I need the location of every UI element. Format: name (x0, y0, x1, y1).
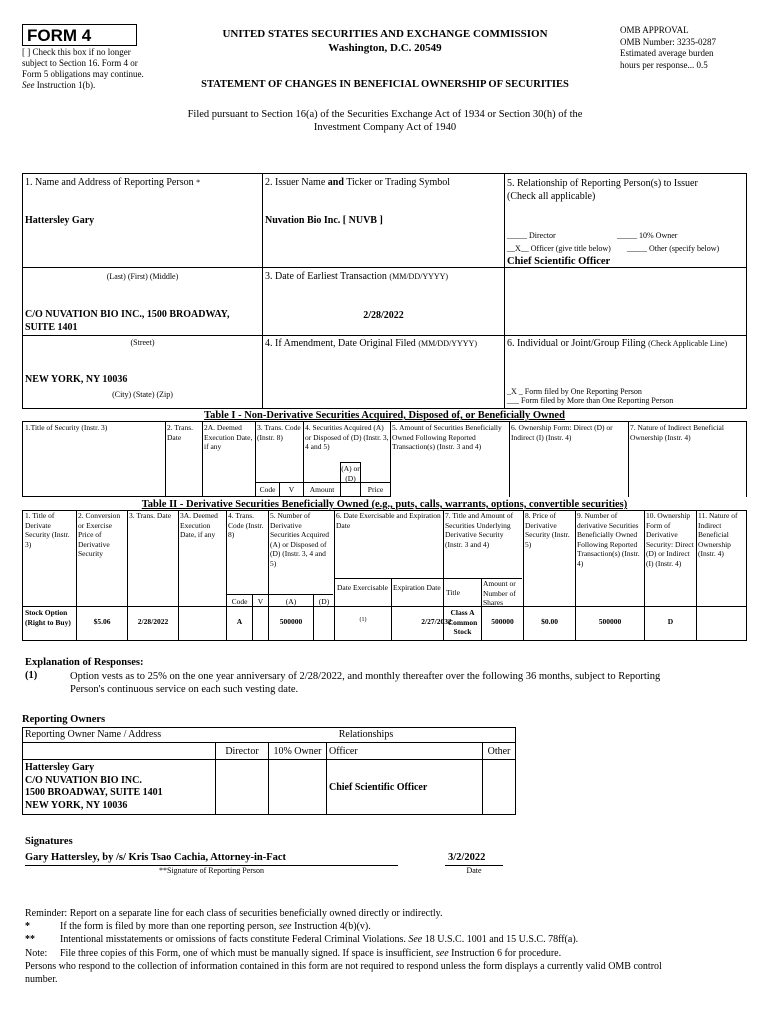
owner-col-director: Director (225, 746, 259, 757)
officer-checkbox[interactable]: __X__ Officer (give title below) (507, 244, 611, 253)
signatures-heading: Signatures (25, 836, 73, 847)
t2-col-price: 8. Price of Derivative Security (Instr. 5) (525, 511, 570, 549)
t1-col-acquired: 4. Securities Acquired (A) or Disposed of (D) (Instr. 3, 4 and 5) (305, 423, 389, 451)
owner-col-ten-percent: 10% Owner (273, 746, 322, 757)
t1-col-title: 1.Title of Security (Instr. 3) (25, 423, 108, 432)
table2-title: Table II - Derivative Securities Beneficially Owned (e.g., puts, calls, warrants, options, convertible securities) (141, 499, 628, 510)
t1-col-nature: 7. Nature of Indirect Beneficial Ownership (Instr. 4) (630, 423, 724, 442)
t1-col-form: 6. Ownership Form: Direct (D) or Indirect (I) (Instr. 4) (511, 423, 613, 442)
filed-by-one-checkbox[interactable]: _X _ Form filed by One Reporting Person (507, 387, 642, 396)
owner-col-name: Reporting Owner Name / Address (25, 729, 162, 740)
t1-sub-price: Price (367, 485, 384, 494)
footnote-number: (1) (25, 670, 38, 681)
t2-sub-title: Title (446, 588, 460, 597)
t2-sub-amount: Amount or Number of Shares (483, 579, 516, 607)
check-box-notice: [ ] Check this box if no longer subject to Section 16. Form 4 or Form 5 obligations may continue. See Instruction 1(b). (22, 47, 144, 90)
t2-col-title: 1. Title of Derivate Security (Instr. 3) (25, 511, 70, 549)
row-conversion-price: $5.06 (93, 617, 111, 626)
row-exercisable[interactable]: (1) (359, 617, 367, 623)
signature-date: 3/2/2022 (448, 852, 486, 863)
date-caption: Date (466, 866, 482, 875)
t2-sub-code: Code (231, 597, 248, 606)
t2-col-date: 3. Trans. Date (129, 511, 172, 520)
omb-approval: OMB APPROVAL OMB Number: 3235-0287 Estimated average burden hours per response... 0.5 (620, 25, 716, 70)
t1-col-code: 3. Trans. Code (Instr. 8) (257, 423, 301, 442)
box2-label: 2. Issuer Name and Ticker or Trading Symbol (265, 177, 451, 188)
t2-col-deemed: 3A. Deemed Execution Date, if any (180, 511, 218, 539)
t1-col-date: 2. Trans. Date (167, 423, 194, 442)
form-title: FORM 4 (22, 24, 137, 46)
row-underlying-amount: 500000 (491, 617, 514, 626)
row-trans-date: 2/28/2022 (137, 617, 169, 626)
issuer-name: Nuvation Bio Inc. [ NUVB ] (265, 215, 383, 226)
t2-col-derivative: 5. Number of Derivative Securities Acquired (A) or Disposed of (D) (Instr. 3, 4 and 5) (270, 511, 329, 568)
t2-col-underlying: 7. Title and Amount of Securities Underlying Derivative Security (Instr. 3 and 4) (445, 511, 514, 549)
owner-officer-title: Chief Scientific Officer (329, 782, 428, 793)
box3-label: 3. Date of Earliest Transaction (MM/DD/YYYY) (265, 271, 449, 282)
t1-sub-aord: (A) or (D) (341, 464, 360, 483)
earliest-transaction-date: 2/28/2022 (363, 310, 404, 321)
signature-caption: **Signature of Reporting Person (158, 866, 265, 875)
t2-sub-d: (D) (318, 597, 330, 606)
row-amount: 500000 (279, 617, 303, 626)
row-expiration: 2/27/2032 (421, 617, 452, 626)
box6-label: 6. Individual or Joint/Group Filing (Check Applicable Line) (507, 338, 728, 349)
reporting-person-name: Hattersley Gary (25, 215, 95, 226)
row-underlying-title: Class A Common Stock (447, 608, 478, 636)
row-owned: 500000 (598, 617, 622, 626)
box5-label: 5. Relationship of Reporting Person(s) to Issuer (Check all applicable) (507, 178, 698, 202)
t2-col-code: 4. Trans. Code (Instr. 8) (228, 511, 264, 539)
city-caption: (City) (State) (Zip) (112, 390, 173, 399)
t2-col-owned: 9. Number of derivative Securities Beneficially Owned Following Reported Transaction(s) (Instr. 4) (577, 511, 640, 568)
table1-title: Table I - Non-Derivative Securities Acquired, Disposed of, or Beneficially Owned (204, 410, 565, 421)
t2-sub-a: (A) (285, 597, 297, 606)
statement-title: STATEMENT OF CHANGES IN BENEFICIAL OWNERSHIP OF SECURITIES (201, 79, 569, 90)
street-address: C/O NUVATION BIO INC., 1500 BROADWAY, SUITE 1401 (25, 309, 230, 333)
t2-col-form: 10. Ownership Form of Derivative Security: Direct (D) or Indirect (I) (Instr. 4) (646, 511, 694, 568)
owner-col-officer: Officer (329, 746, 358, 757)
owner-col-relationships: Relationships (338, 729, 394, 740)
filed-pursuant: Filed pursuant to Section 16(a) of the Securities Exchange Act of 1934 or Section 30(h) of the Investment Company Act of 1940 (187, 109, 583, 133)
row-derivative-price: $0.00 (541, 617, 558, 626)
t1-col-deemed: 2A. Deemed Execution Date, if any (204, 423, 253, 451)
city-state-zip: NEW YORK, NY 10036 (25, 374, 128, 385)
row-ownership-form: D (667, 617, 674, 626)
owner-name-address: Hattersley Gary C/O NUVATION BIO INC. 1500 BROADWAY, SUITE 1401 NEW YORK, NY 10036 (25, 762, 163, 811)
t1-sub-amount: Amount (309, 485, 335, 494)
agency-name: UNITED STATES SECURITIES AND EXCHANGE COMMISSION Washington, D.C. 20549 (222, 28, 548, 54)
signer-name: Gary Hattersley, by /s/ Kris Tsao Cachia, Attorney-in-Fact (25, 852, 287, 863)
officer-title: Chief Scientific Officer (507, 256, 611, 267)
t2-sub-expiration: Expiration Date (393, 583, 441, 592)
reporting-owners-heading: Reporting Owners (22, 714, 106, 725)
box1-label: 1. Name and Address of Reporting Person * (25, 177, 201, 188)
t2-col-exercisable: 6. Date Exercisable and Expiration Date (336, 511, 441, 530)
explanation-heading: Explanation of Responses: (25, 657, 144, 668)
t1-sub-v: V (288, 485, 295, 494)
footnote-text: Option vests as to 25% on the one year anniversary of 2/28/2022, and monthly thereafter over the following 36 months, subject to Reporting Person's continuous service on each such vesting date. (70, 671, 661, 695)
director-checkbox[interactable]: _____ Director (507, 231, 556, 240)
filed-by-more-checkbox[interactable]: ___ Form filed by More than One Reporting Person (507, 396, 674, 405)
name-caption: (Last) (First) (Middle) (106, 272, 179, 281)
t2-col-conversion: 2. Conversion or Exercise Price of Derivative Security (78, 511, 121, 558)
row-code: A (236, 617, 243, 626)
owner-col-other: Other (487, 746, 511, 757)
ten-percent-owner-checkbox[interactable]: _____ 10% Owner (617, 231, 678, 240)
footer-notes: Reminder: Report on a separate line for each class of securities beneficially owned directly or indirectly. * If the form is filed by more than one reporting person, see Instruction 4(b)(v). ** Intentional misstatements or omissions of facts constitute Federal Criminal Violations. See 18 U.S.C. 1001 and 15 U.S.C. 78ff(a). Note: File three copies of this Form, one of which must be manually signed. If space is insufficient, see Instruction 6 for procedure. Persons who respond to the collection of information contained in this form are not required to respond unless the form displays a currently valid OMB control number. (25, 908, 662, 986)
row-security: Stock Option (Right to Buy) (25, 608, 71, 627)
street-caption: (Street) (130, 338, 155, 347)
other-checkbox[interactable]: _____ Other (specify below) (627, 244, 720, 253)
t1-col-owned: 5. Amount of Securities Beneficially Owned Following Reported Transaction(s) (Instr. 3 and 4) (392, 423, 502, 451)
t1-sub-code: Code (259, 485, 276, 494)
box4-label: 4. If Amendment, Date Original Filed (MM/DD/YYYY) (265, 338, 477, 349)
t2-col-nature: 11. Nature of Indirect Beneficial Ownership (Instr. 4) (698, 511, 738, 558)
t2-sub-v: V (257, 597, 264, 606)
t2-sub-date-exercisable: Date Exercisable (337, 583, 389, 592)
